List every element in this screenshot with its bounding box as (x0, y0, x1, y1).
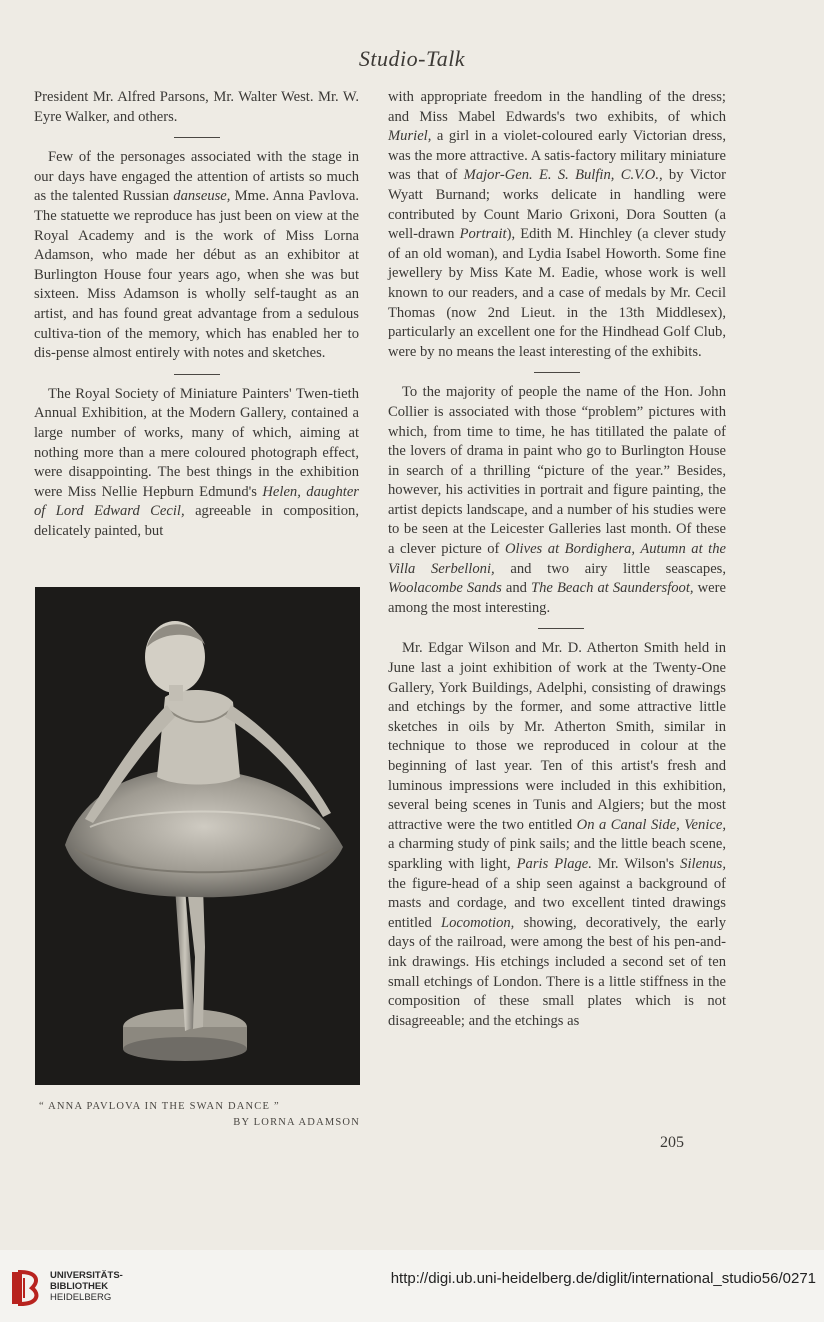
italic-text: Olives at Bordighera, Autumn at the Villa Serbelloni, (388, 541, 726, 577)
italic-text: Helen, daughter of Lord Edward Cecil, (34, 483, 359, 520)
library-name-line: HEIDELBERG (50, 1292, 112, 1303)
text-run: a charming study of pink sails; and the little beach scene, sparkling with light, (388, 836, 726, 872)
paragraph (388, 383, 726, 618)
statuette-photograph (35, 587, 360, 1085)
italic-text: Muriel, (388, 128, 432, 145)
figure-caption-credit: BY LORNA ADAMSON (233, 1117, 360, 1128)
italic-text: Woolacombe Sands (388, 580, 502, 597)
text-run: a girl in a violet-coloured early Victorian dress, was the more attractive. A satis-factory military miniature was that of (388, 128, 726, 184)
statuette-bodice (157, 690, 240, 784)
digitization-footer (0, 1250, 824, 1322)
text-run: showing, decoratively, the early days of the railroad, were among the best of his pen-and-ink drawings. His etchings included a second set of ten small etchings of London. There is a little stiffness in the composition of these small plates which is not disagreeable; and the etchings as (388, 914, 726, 1029)
running-head: Studio-Talk (358, 46, 466, 71)
section-divider (534, 372, 580, 373)
text-run: Mme. Anna Pavlova. The statuette we reproduce has just been on view at the Royal Academy and is the work of Miss Lorna Adamson, who made her début as an exhibitor at Burlington House four years ago, when she was but sixteen. Miss Adamson is wholly self-taught as an artist, and has found great advantage from a sedulous cultiva-tion of the memory, which has enabled her to dis-pense almost entirely with notes and sketches. (34, 188, 359, 362)
text-run: Mr. Edgar Wilson and Mr. D. Atherton Smith held in June last a joint exhibition of work at the Twenty-One Gallery, York Buildings, Adelphi, consisting of drawings and etchings by the former, and some attractive little sketches in oils by Mr. Atherton Smith, similar in technique to those we reproduced in colour at the beginning of last year. Ten of this artist's fresh and luminous impressions were included in this exhibition, several being scenes in Tunis and Algiers; but the most attractive were the two entitled (388, 640, 726, 833)
source-url-link[interactable]: http://digi.ub.uni-heidelberg.de/diglit/international_studio56/0271 (390, 1270, 816, 1287)
text-run: agreeable in composition, delicately painted, but (34, 503, 359, 539)
section-divider (174, 374, 220, 375)
paragraph (34, 88, 359, 127)
text-run: Few of the personages associated with the stage in our days have engaged the attention of artists so much as the talented Russian (34, 149, 359, 205)
section-divider (538, 628, 584, 629)
text-run: ), Edith M. Hinchley (a clever study of an old woman), and Lydia Isabel Howorth. Some fine jewellery by Miss Kate M. Eadie, whose work is well known to our readers, and a case of medals by Mr. Cecil Thomas (now 2nd Lieut. in the 13th Middlesex), particularly an excellent one for the Hindhead Golf Club, were by no means the least interesting of the exhibits. (388, 226, 726, 360)
text-run: Mr. Wilson's (591, 855, 681, 872)
page-number: 205 (660, 1134, 684, 1151)
italic-text: Silenus, (680, 855, 726, 872)
paragraph (34, 385, 359, 542)
right-column (388, 88, 726, 1031)
text-run: with appropriate freedom in the handling of the dress; and Miss Mabel Edwards's two exhibits, of which (388, 89, 726, 125)
text-run: and two airy little seascapes, (494, 560, 727, 577)
text-run: and (501, 580, 531, 597)
text-run: the figure-head of a ship seen against a background of masts and cordage, and two excellent tinted drawings entitled (388, 875, 726, 931)
statuette-illustration (35, 587, 360, 1085)
text-run: were among the most interesting. (388, 580, 726, 616)
figure-caption-title: “ ANNA PAVLOVA IN THE SWAN DANCE ” (39, 1101, 280, 1112)
italic-text: Major-Gen. E. S. Bulfin, C.V.O., (463, 167, 663, 184)
library-name-line: BIBLIOTHEK (50, 1281, 109, 1292)
text-run: by Victor Wyatt Burnand; works delicate in handling were contributed by Count Mario Grixoni, Dora Soutten (a well-drawn (388, 167, 726, 243)
italic-text: Locomotion, (440, 914, 515, 931)
text-run: President Mr. Alfred Parsons, Mr. Walter West. Mr. W. Eyre Walker, and others. (34, 89, 359, 125)
paragraph (34, 148, 359, 364)
paragraph (388, 639, 726, 1031)
text-run: The Royal Society of Miniature Painters' Twen-tieth Annual Exhibition, at the Modern Gallery, contained a large number of works, many of which, aiming at nothing more than a mere coloured photograph effect, were disappointing. The best things in the exhibition were Miss Nellie Hepburn Edmund's (34, 385, 359, 500)
italic-text: On a Canal Side, Venice, (576, 816, 726, 833)
text-run: To the majority of people the name of the Hon. John Collier is associated with those “problem” pictures with which, from time to time, he has titillated the palate of the lovers of drama in paint who go to Burlington House in search of a thrilling “picture of the year.” Besides, however, his activities in portrait and figure painting, the artist depicts landscape, and a number of his studies were to be seen at the Leicester Galleries last month. Of these a clever picture of (388, 384, 726, 558)
library-logo-icon (10, 1268, 44, 1308)
library-name (50, 1270, 123, 1303)
paragraph (388, 88, 726, 362)
italic-text: Portrait (459, 226, 507, 243)
italic-text: Paris Plage. (516, 855, 592, 872)
section-divider (174, 137, 220, 138)
italic-text: The Beach at Saundersfoot, (530, 580, 694, 597)
left-column (34, 88, 359, 541)
library-name-line: UNIVERSITÄTS- (50, 1270, 123, 1281)
italic-text: danseuse, (173, 188, 231, 205)
